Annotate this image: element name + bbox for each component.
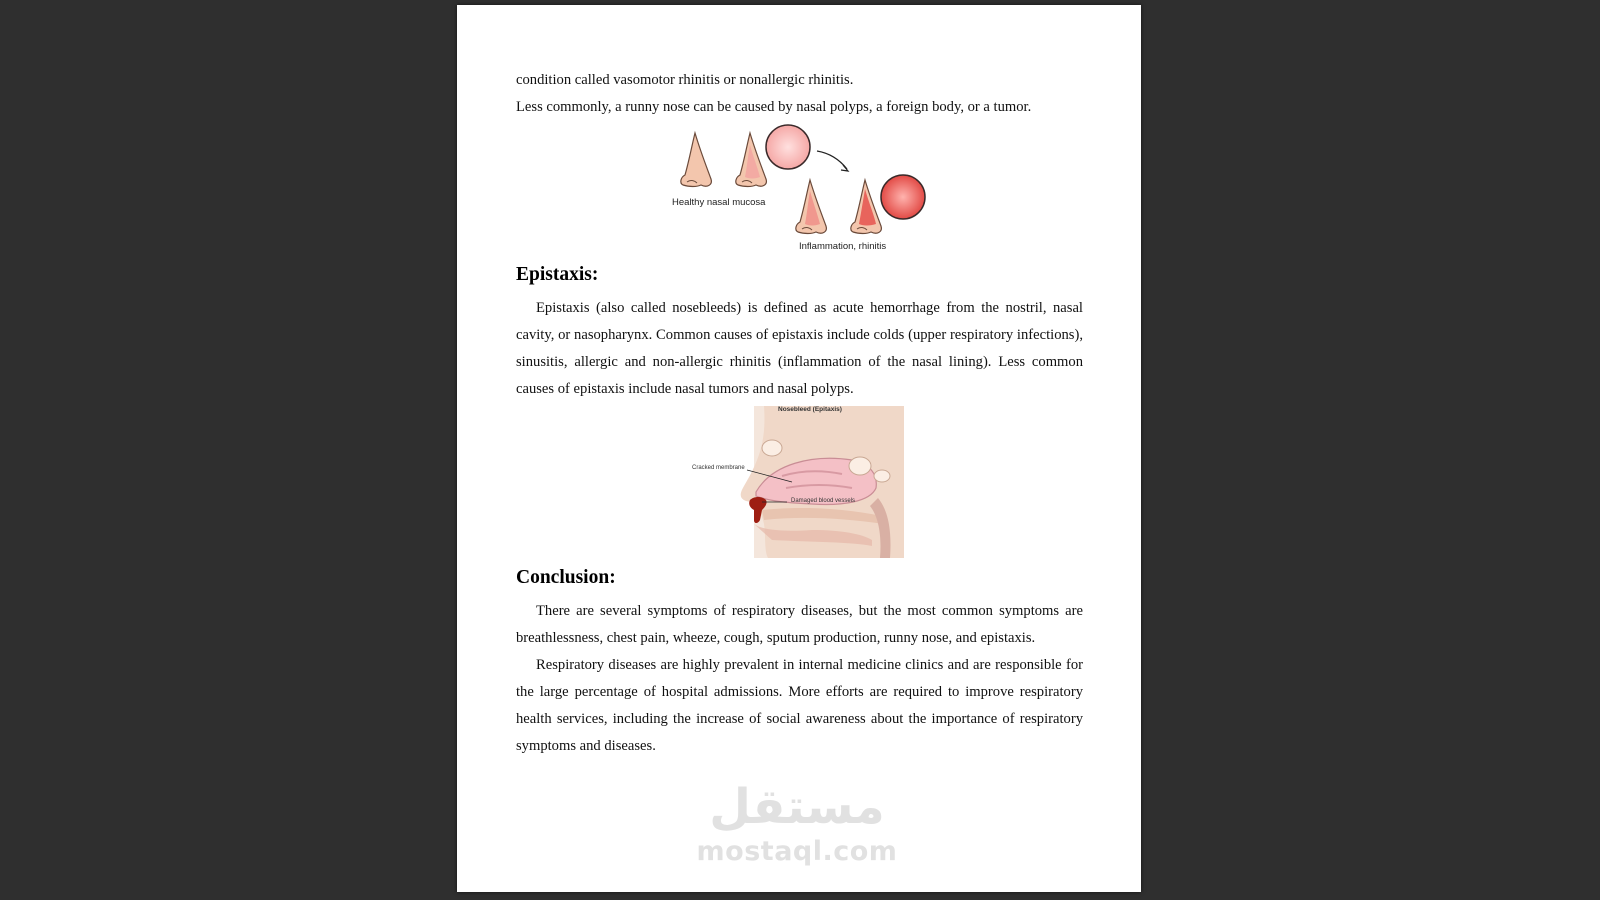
epistaxis-paragraph: Epistaxis (also called nosebleeds) is defined as acute hemorrhage from the nostril, nasal cavity, or nasopharynx. Common causes of epistaxis include colds (upper respiratory infections), sinusitis, allergic and non-allergic rhinitis (inflammation of the nasal lining). Less common causes of epistaxis include nasal tumors and nasal polyps.: [516, 300, 1083, 397]
paragraph-rhinitis-end: condition called vasomotor rhinitis or nonallergic rhinitis.: [516, 72, 854, 88]
mostaql-watermark: [687, 777, 907, 867]
label-cracked-membrane: Cracked membrane: [692, 465, 745, 471]
watermark-latin: mostaql.com: [696, 836, 898, 867]
conclusion-section: [516, 598, 1083, 760]
nose-illustration: [667, 123, 927, 258]
nosebleed-title: Nosebleed (Epitaxis): [778, 406, 842, 413]
document-page: [457, 5, 1141, 892]
label-inflammation: Inflammation, rhinitis: [799, 241, 887, 252]
paragraph-runny-nose: Less commonly, a runny nose can be caused by nasal polyps, a foreign body, or a tumor.: [516, 99, 1032, 115]
conclusion-heading: Conclusion:: [516, 567, 616, 588]
top-paragraphs: [516, 67, 1083, 121]
conclusion-paragraph-2: Respiratory diseases are highly prevalent in internal medicine clinics and are responsible for the large percentage of hospital admissions. More efforts are required to improve respiratory health services, including the increase of social awareness about the importance of respiratory symptoms and diseases.: [516, 657, 1083, 754]
rhinitis-figure: [667, 123, 927, 258]
label-damaged-vessels: Damaged blood vessels: [791, 498, 856, 504]
conclusion-paragraph-1: There are several symptoms of respiratory diseases, but the most common symptoms are breathlessness, chest pain, wheeze, cough, sputum production, runny nose, and epistaxis.: [516, 603, 1083, 646]
nosebleed-figure: [692, 406, 904, 558]
watermark-arabic: مستقل: [709, 779, 885, 835]
label-healthy-mucosa: Healthy nasal mucosa: [672, 197, 766, 208]
epistaxis-heading: Epistaxis:: [516, 264, 599, 285]
epistaxis-section: [516, 295, 1083, 403]
nasal-anatomy-illustration: [692, 406, 904, 558]
